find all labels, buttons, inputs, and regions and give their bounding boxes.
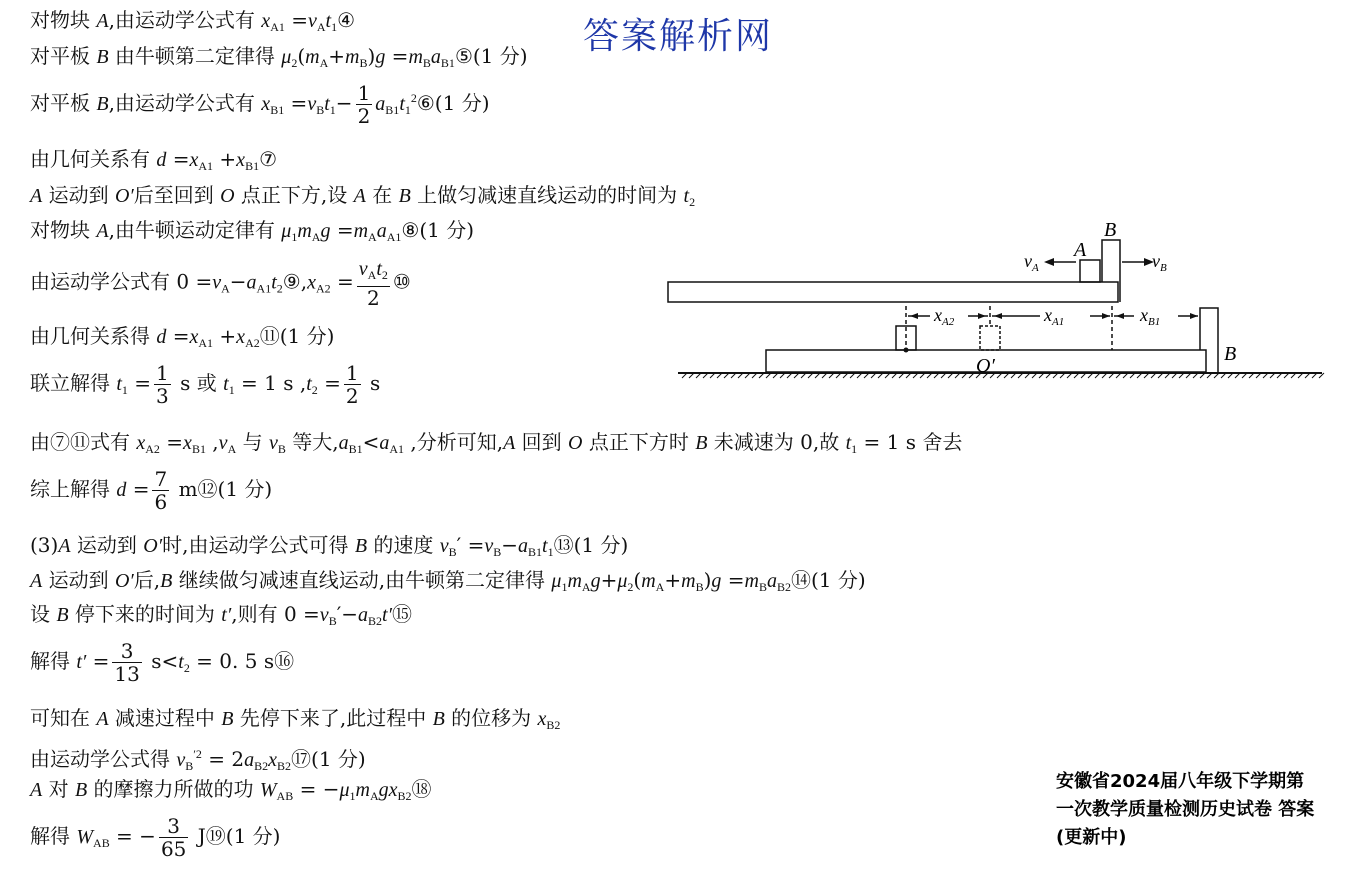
fraction: $\frac{1}{3}$ <box>156 361 169 408</box>
line-13: A 运动到 O′后,B 继续做匀减速直线运动,由牛顿第二定律得 $\mu_1m_Ag+\mu_2(m_A+m_B)g$ $=m_Ba_{B2}⑭(1$ 分) <box>30 568 866 594</box>
label-b-top: B <box>1104 219 1117 241</box>
fraction: $\frac{3}{13}$ <box>114 639 140 686</box>
line-3: 对平板 B,由运动学公式有 $x_{B1} =v_Bt_1-$ $\frac{1}{2}$ $a_{B1}t_1^2⑥(1$ 分) <box>30 81 490 128</box>
line-7: 由运动学公式有 $0 =v_A-a_{A1}t_2⑨,x_{A2}$ = $\frac{v_At_2}{2}$ ⑩ <box>30 258 411 310</box>
fraction: $\frac{v_At_2}{2}$ <box>358 258 388 310</box>
line-15: 解得 t′ = $\frac{3}{13}$ $s<t_2 = 0$. 5 s⑯ <box>30 639 295 686</box>
block-a <box>1080 260 1100 282</box>
line-19: 解得 $W_{AB}$ = − $\frac{3}{65}$ J⑲(1 分) <box>30 814 281 861</box>
label-xa2: $x_{A2}$ <box>934 305 955 328</box>
corner-line-3: (更新中) <box>1056 827 1127 848</box>
line-1: 对物块 A,由运动学公式有 $x_{A1}$ $=v_At_1④$ <box>30 8 356 34</box>
label-va: $v_A$ <box>1024 251 1039 274</box>
corner-line-1: 安徽省2024届八年级下学期第 <box>1056 771 1305 792</box>
board-b-post-bottom <box>1200 308 1218 372</box>
line-11: 综上解得 d = $\frac{7}{6}$ m⑫(1 分) <box>30 467 273 514</box>
label-o-prime: O′ <box>976 355 995 377</box>
label-xa1: $x_{A1}$ <box>1044 305 1065 328</box>
upper-board <box>668 282 1118 302</box>
label-a: A <box>1074 239 1087 261</box>
line-18: A 对 B 的摩擦力所做的功 $W_{AB}$ = $-\mu_1m_Agx_{B2}⑱$ <box>30 777 432 803</box>
corner-note <box>1056 768 1356 852</box>
line-6: 对物块 A,由牛顿运动定律有 $\mu_1m_Ag$ $=m_Aa_{A1}⑧(1$ 分) <box>30 218 475 244</box>
line-9: 联立解得 $t_1$ = $\frac{1}{3}$ s 或 $t_1 = 1$ s $,t_2$ = $\frac{1}{2}$ s <box>30 361 381 408</box>
label-xb1: $x_{B1}$ <box>1140 305 1161 328</box>
line-8: 由几何关系得 $d =x_{A1}$ $+x_{A2}⑪(1$ 分) <box>30 324 335 350</box>
line-5: A 运动到 O′后至回到 O 点正下方,设 A 在 B 上做匀减速直线运动的时间为 $t_2$ <box>30 183 696 209</box>
label-vb: $v_B$ <box>1152 251 1167 274</box>
label-b-bottom: B <box>1224 343 1237 365</box>
line-16: 可知在 A 减速过程中 B 先停下来了,此过程中 B 的位移为 $x_{B2}$ <box>30 706 561 732</box>
fraction: $\frac{3}{65}$ <box>160 814 187 861</box>
block-a-dashed <box>980 326 1000 350</box>
line-4: 由几何关系有 $d =x_{A1}$ $+x_{B1}⑦$ <box>30 147 278 173</box>
physics-diagram <box>660 210 1330 385</box>
line-17: 由运动学公式得 $v_B^{'2}$ = $2a_{B2}x_{B2}⑰(1$ 分) <box>30 747 366 773</box>
line-10: 由⑦⑪式有 $x_{A2} =x_{B1}$ $,v_A$ 与 $v_B$ 等大$,a_{B1}<a_{A1}$ ,分析可知,A 回到 O 点正下方时 B 未减速为 0,故 $t_1 = 1$ s 舍去 <box>30 430 963 456</box>
corner-line-2: 一次教学质量检测历史试卷 答案 <box>1056 799 1315 820</box>
fraction: $\frac{1}{2}$ <box>345 361 359 408</box>
watermark: 答案解析网 <box>583 16 774 57</box>
fraction: $\frac{7}{6}$ <box>154 467 168 514</box>
fraction: $\frac{1}{2}$ <box>357 81 371 128</box>
line-2: 对平板 B 由牛顿第二定律得 $\mu_2(m_A+m_B)g$ $=m_Ba_{B1}⑤(1$ 分) <box>30 44 528 70</box>
line-14: 设 B 停下来的时间为 t′,则有 $0 =v_B'-a_{B2}t'⑮$ <box>30 602 412 628</box>
line-12: (3)A 运动到 O′时,由运动学公式可得 B 的速度 $v_B'$ $=v_B-a_{B1}t_1⑬(1$ 分) <box>30 533 629 559</box>
